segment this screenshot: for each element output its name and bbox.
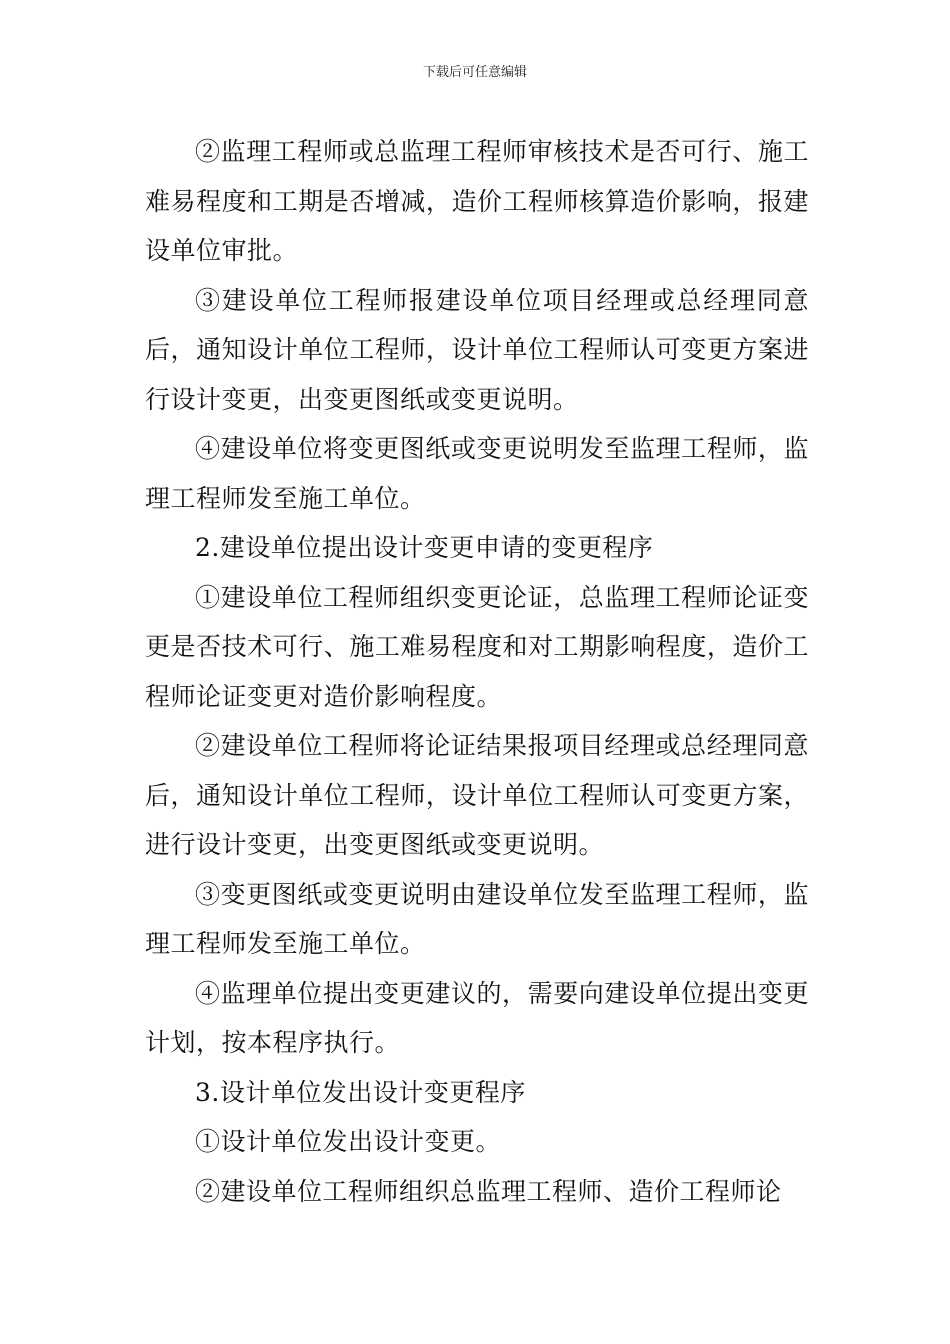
page-header: 下载后可任意编辑 (422, 65, 527, 80)
paragraph-step-3-approval: ③建设单位工程师报建设单位项目经理或总经理同意后，通知设计单位工程师，设计单位工程师认可变更方案进行设计变更，出变更图纸或变更说明。 (145, 285, 809, 414)
paragraph-step-2-review: ②监理工程师或总监理工程师审核技术是否可行、施工难易程度和工期是否增减，造价工程师核算造价影响，报建设单位审批。 (145, 137, 809, 265)
paragraph-step-4-distribution: ④建设单位将变更图纸或变更说明发至监理工程师，监理工程师发至施工单位。 (145, 434, 809, 513)
paragraph-section2-step-1: ①建设单位工程师组织变更论证，总监理工程师论证变更是否技术可行、施工难易程度和对工期影响程度，造价工程师论证变更对造价影响程度。 (145, 582, 809, 711)
document-body (145, 127, 809, 1216)
paragraph-section2-step-3: ③变更图纸或变更说明由建设单位发至监理工程师，监理工程师发至施工单位。 (145, 879, 809, 958)
paragraph-section3-step-2: ②建设单位工程师组织总监理工程师、造价工程师论 (195, 1176, 782, 1206)
paragraph-section2-step-4: ④监理单位提出变更建议的，需要向建设单位提出变更计划，按本程序执行。 (145, 978, 809, 1057)
paragraph-section2-step-2: ②建设单位工程师将论证结果报项目经理或总经理同意后，通知设计单位工程师，设计单位工程师认可变更方案，进行设计变更，出变更图纸或变更说明。 (145, 731, 809, 859)
section-heading-2: 2.建设单位提出设计变更申请的变更程序 (195, 533, 654, 562)
section-heading-3: 3.设计单位发出设计变更程序 (195, 1077, 526, 1107)
paragraph-section3-step-1: ①设计单位发出设计变更。 (195, 1127, 502, 1156)
